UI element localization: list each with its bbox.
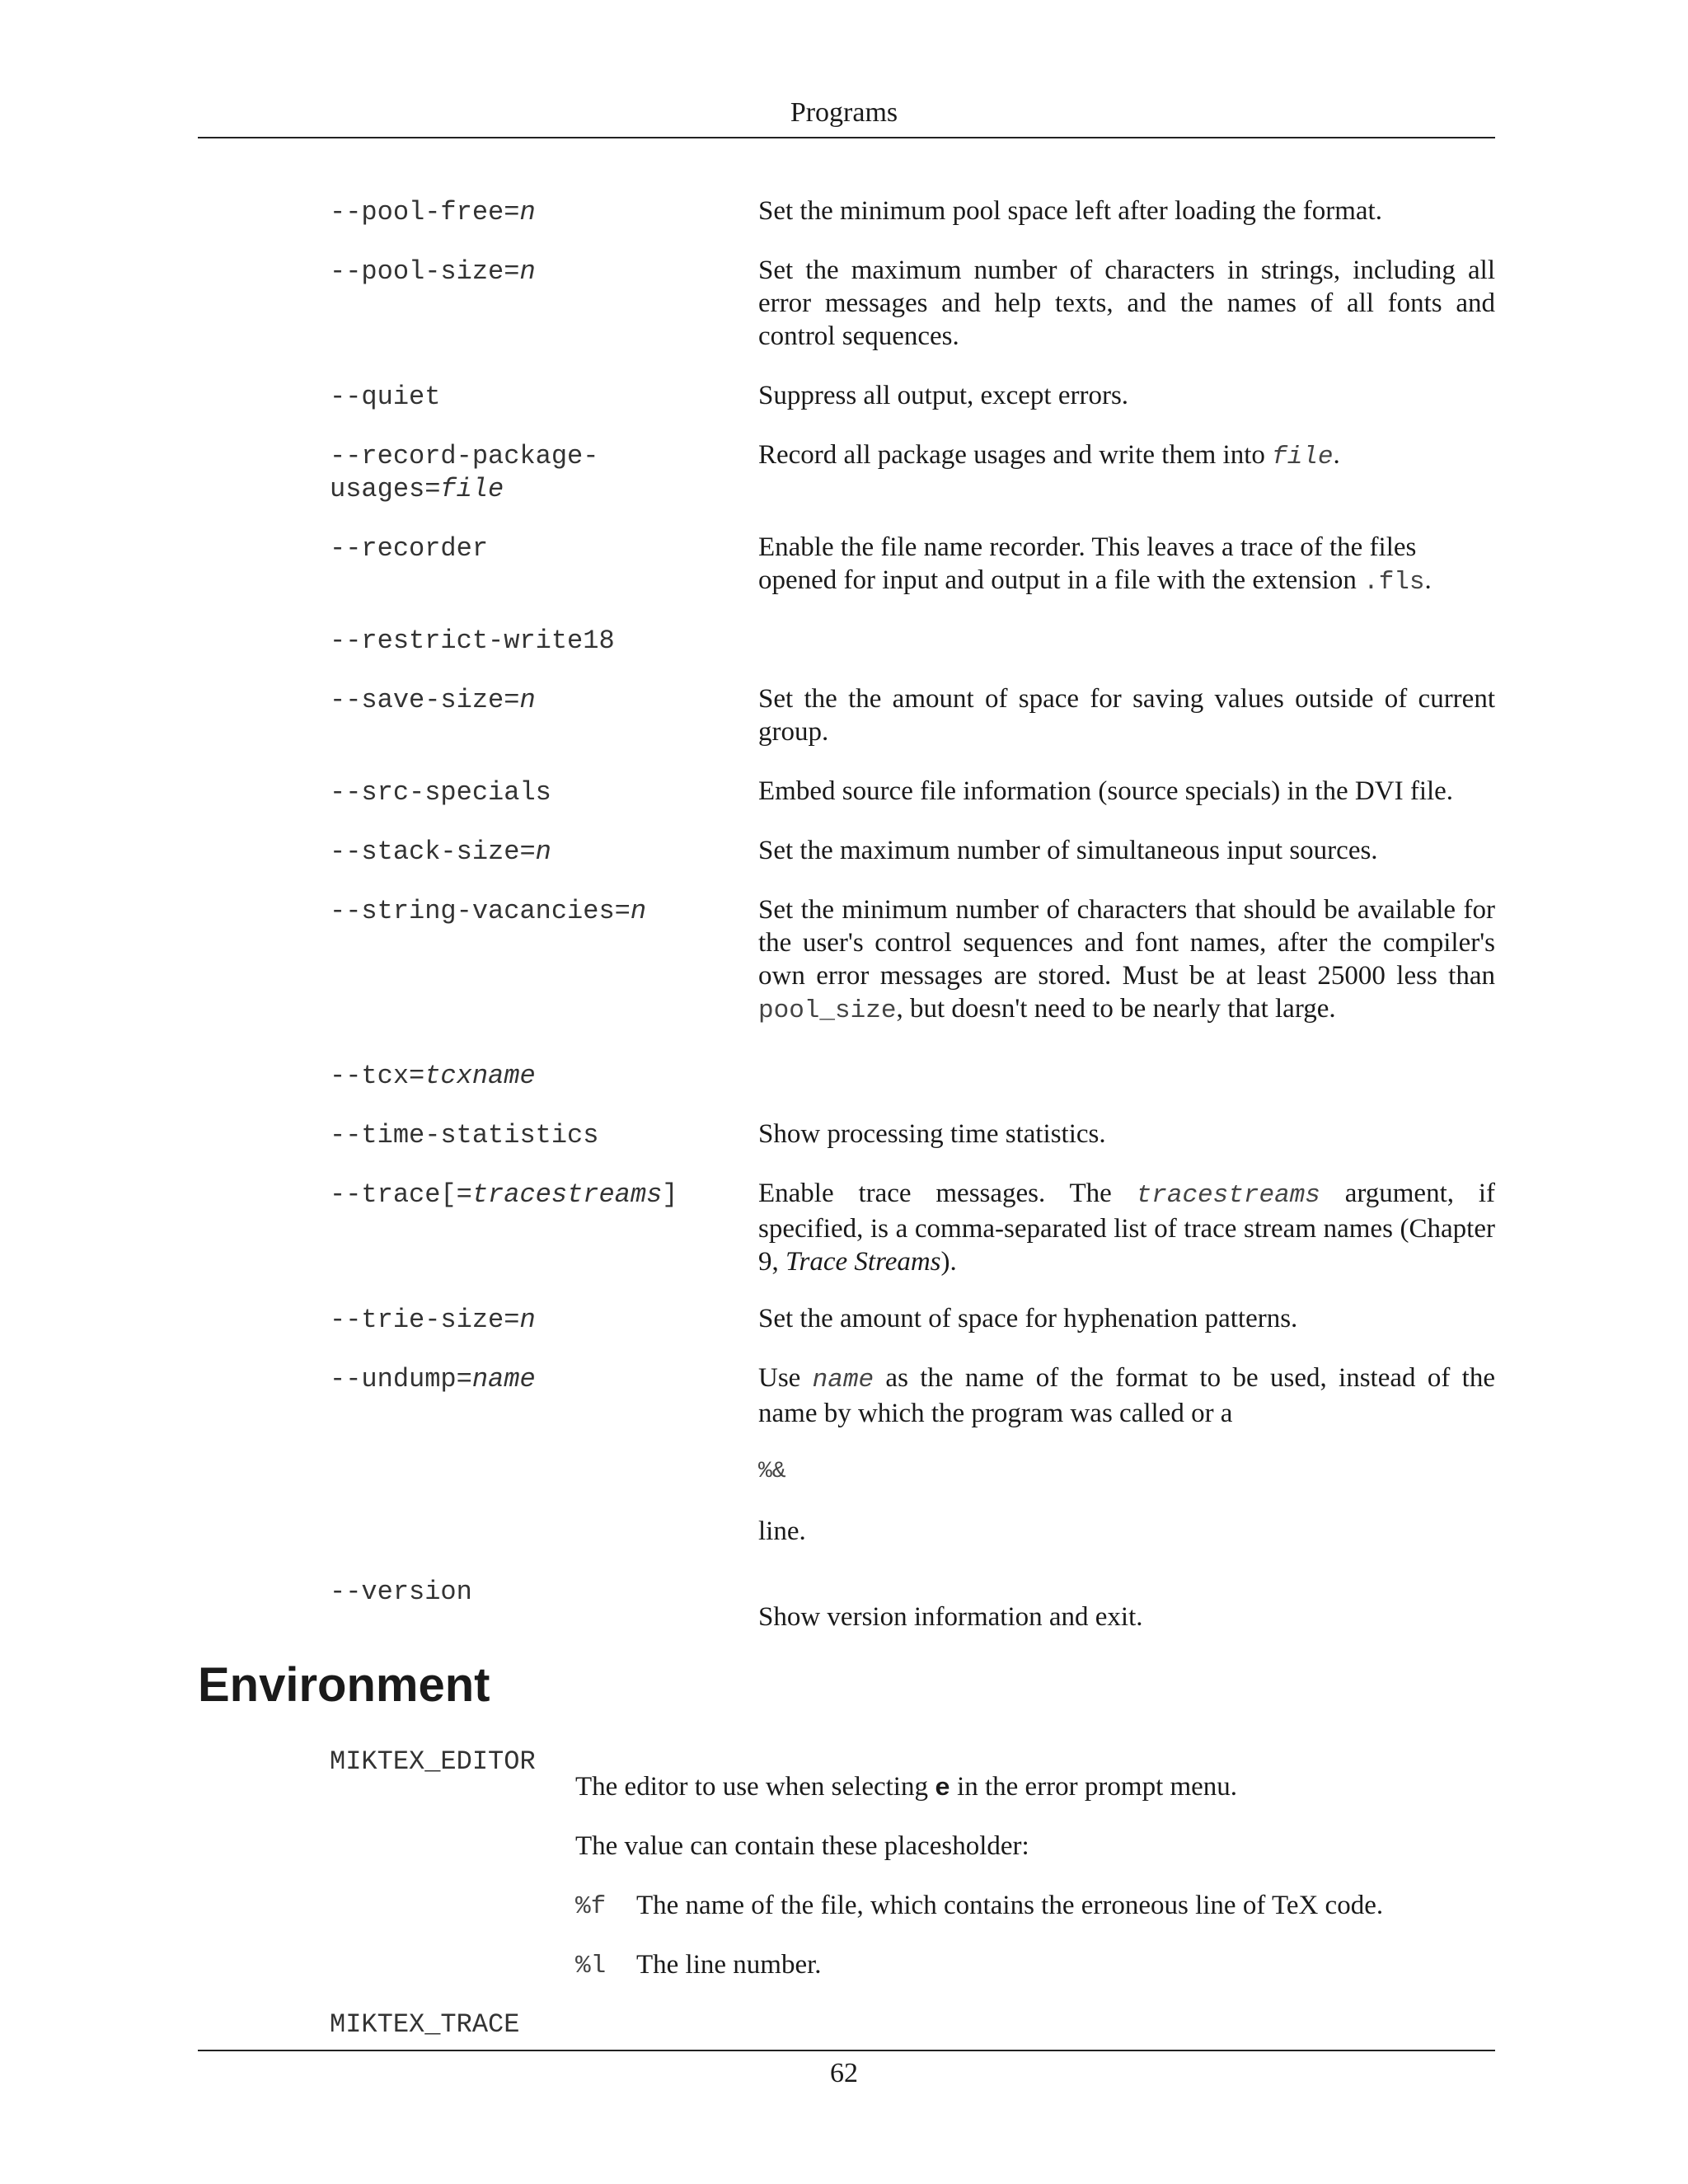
option-tcx <box>330 1060 742 1093</box>
option-name: --pool-size= <box>330 256 520 287</box>
option-string-vacancies <box>330 895 742 928</box>
desc-text: Use <box>758 1363 813 1393</box>
option-arg: n <box>519 197 536 227</box>
option-undump-desc <box>758 1361 1495 1430</box>
option-name: --string-vacancies= <box>330 896 631 926</box>
option-arg: file <box>440 474 504 504</box>
env-miktex-editor-desc <box>575 1770 1495 1806</box>
option-name: --stack-size= <box>330 837 536 867</box>
option-name-cont: usages= <box>330 474 441 504</box>
running-header: Programs <box>790 97 898 128</box>
option-time-statistics <box>330 1119 742 1152</box>
option-undump-code: %& <box>758 1459 786 1484</box>
placeholder-desc: The line number. <box>636 1950 822 1980</box>
page-number: 62 <box>830 2058 858 2088</box>
option-name: --tcx= <box>330 1061 425 1091</box>
header-rule <box>198 137 1495 138</box>
option-arg: n <box>519 685 536 715</box>
env-miktex-trace: MIKTEX_TRACE <box>330 2009 520 2040</box>
desc-text: . <box>1333 440 1340 470</box>
option-undump-line: line. <box>758 1516 806 1546</box>
placeholder-code: %l <box>575 1952 607 1980</box>
option-arg: n <box>519 1305 536 1335</box>
option-trace-desc <box>758 1177 1495 1278</box>
option-name: --record-package- <box>330 441 599 471</box>
option-record-package-usages <box>330 440 742 506</box>
option-src-specials <box>330 776 742 809</box>
option-name: --time-statistics <box>330 1120 599 1151</box>
desc-code: pool_size <box>758 996 897 1025</box>
desc-text: as the name of the format to be used, instead of the name by which the program was called or a <box>758 1363 1495 1428</box>
placeholder-code: %f <box>575 1892 607 1921</box>
option-undump <box>330 1363 742 1396</box>
option-name: --pool-free= <box>330 197 520 227</box>
option-arg: n <box>535 837 551 867</box>
desc-text: Record all package usages and write them into <box>758 440 1273 470</box>
option-name: --recorder <box>330 533 489 564</box>
option-recorder <box>330 532 742 565</box>
option-name: --undump= <box>330 1364 472 1394</box>
desc-code: name <box>812 1366 874 1394</box>
option-trace <box>330 1179 742 1212</box>
placeholder-desc: The name of the file, which contains the erroneous line of TeX code. <box>636 1891 1384 1920</box>
option-name: --version <box>330 1577 472 1607</box>
desc-code: .fls <box>1363 568 1425 597</box>
desc-text: Set the minimum number of characters that should be available for the user's control sequences and font names, after the compiler's own error messages are stored. Must be at least 25000 less than <box>758 895 1495 991</box>
option-arg: tcxname <box>424 1061 536 1091</box>
option-quiet <box>330 381 742 414</box>
option-name: --trie-size= <box>330 1305 520 1335</box>
desc-text: Enable trace messages. The <box>758 1179 1137 1208</box>
footer-rule <box>198 2050 1495 2051</box>
option-version <box>330 1576 742 1609</box>
option-pool-free-desc: Set the minimum pool space left after loading the format. <box>758 196 1382 226</box>
option-save-size-desc: Set the the amount of space for saving values outside of current group. <box>758 684 1495 747</box>
option-stack-size-desc: Set the maximum number of simultaneous input sources. <box>758 836 1378 865</box>
option-pool-size-desc: Set the maximum number of characters in strings, including all error messages and help texts, and the names of all fonts and control sequences. <box>758 255 1495 351</box>
option-stack-size <box>330 836 742 869</box>
desc-chapter-ref: Trace Streams <box>785 1247 941 1277</box>
env-miktex-editor: MIKTEX_EDITOR <box>330 1746 536 1777</box>
desc-text: . <box>1424 565 1432 595</box>
desc-text: in the error prompt menu. <box>950 1772 1238 1802</box>
option-arg: n <box>519 256 536 287</box>
option-trie-size <box>330 1304 742 1337</box>
option-time-statistics-desc: Show processing time statistics. <box>758 1119 1106 1149</box>
option-pool-size <box>330 255 742 288</box>
desc-text: , but doesn't need to be nearly that large. <box>896 994 1336 1024</box>
option-trie-size-desc: Set the amount of space for hyphenation patterns. <box>758 1304 1298 1333</box>
option-recorder-desc <box>758 531 1495 599</box>
option-name: --quiet <box>330 382 441 412</box>
option-name-suffix: ] <box>662 1179 678 1210</box>
option-arg: n <box>630 896 647 926</box>
option-save-size <box>330 684 742 717</box>
option-name: --save-size= <box>330 685 520 715</box>
section-title-environment: Environment <box>198 1658 490 1712</box>
option-restrict-write18 <box>330 625 742 658</box>
option-src-specials-desc: Embed source file information (source specials) in the DVI file. <box>758 776 1454 806</box>
option-name: --restrict-write18 <box>330 626 615 656</box>
desc-text: The editor to use when selecting <box>575 1772 935 1802</box>
desc-code: file <box>1272 443 1334 471</box>
option-arg: tracestreams <box>471 1179 663 1210</box>
desc-text: ). <box>940 1247 957 1277</box>
option-name: --trace[= <box>330 1179 472 1210</box>
desc-text: Enable the file name recorder. This leaves a trace of the files opened for input and output in a file with the extension <box>758 532 1417 595</box>
option-string-vacancies-desc <box>758 893 1495 1028</box>
desc-text: argument, if specified, is a comma-separated list of trace stream names (Chapter 9, <box>758 1179 1495 1277</box>
option-name: --src-specials <box>330 777 551 808</box>
desc-code: tracestreams <box>1136 1181 1320 1210</box>
env-placeholders-intro: The value can contain these placesholder: <box>575 1831 1029 1861</box>
option-quiet-desc: Suppress all output, except errors. <box>758 381 1129 410</box>
desc-key: e <box>935 1774 950 1803</box>
option-version-desc: Show version information and exit. <box>758 1602 1143 1632</box>
option-arg: name <box>471 1364 536 1394</box>
option-record-package-usages-desc <box>758 438 1495 474</box>
option-pool-free <box>330 196 742 229</box>
